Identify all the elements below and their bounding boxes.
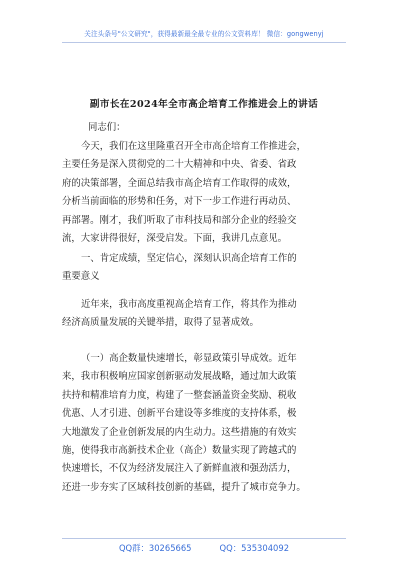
text-line: 大地激发了企业创新发展的内生动力。这些措施的有效实: [62, 426, 297, 438]
section-heading-1: [62, 250, 362, 287]
salutation: 同志们：: [88, 122, 126, 133]
footer-divider: [62, 538, 346, 539]
text-line: 还进一步夯实了区域科技创新的基础，提升了城市竞争力。: [62, 481, 306, 493]
paragraph-overview: [62, 296, 362, 333]
text-line: 分析当前面临的形势和任务，对下一步工作进行再动员、: [62, 196, 297, 208]
text-line: 府的决策部署，全面总结我市高企培育工作取得的成效，: [62, 177, 297, 189]
text-line: 施，使得我市高新技术企业（高企）数量实现了跨越式的: [62, 444, 297, 456]
promo-banner: 关注头条号"公文研究"，获得最新最全最专业的公文资料库！ 微信：gongwenyj: [84, 30, 324, 38]
text-line: 流，大家讲得很好，深受启发。下面，我讲几点意见。: [62, 232, 288, 244]
text-line: 主要任务是深入贯彻党的二十大精神和中央、省委、省政: [62, 159, 297, 171]
paragraph-intro: [62, 138, 362, 248]
document-title: 副市长在2024年全市高企培育工作推进会上的讲话: [89, 99, 319, 110]
header-divider: [62, 42, 346, 43]
text-line: 扶持和精准培育力度，构建了一整套涵盖资金奖励、税收: [62, 389, 297, 401]
text-line: 来，我市积极响应国家创新驱动发展战略，通过加大政策: [62, 371, 297, 383]
text-line: 一、肯定成绩，坚定信心，深刻认识高企培育工作的: [81, 253, 297, 264]
text-line: 快速增长，不仅为经济发展注入了新鲜血液和强劲活力，: [62, 463, 297, 475]
contact-footer: [0, 542, 408, 554]
text-line: 经济高质量发展的关键举措，取得了显著成效。: [62, 317, 259, 329]
text-line: 今天，我们在这里隆重召开全市高企培育工作推进会，: [81, 141, 307, 152]
text-line: 重要意义: [62, 271, 100, 283]
text-line: （一）高企数量快速增长，彰显政策引导成效。近年: [81, 353, 297, 364]
text-line: 近年来，我市高度重视高企培育工作，将其作为推动: [81, 299, 297, 310]
text-line: 优惠、人才引进、创新平台建设等多维度的支持体系，极: [62, 408, 297, 420]
qq-number: QQ：535304092: [219, 543, 290, 553]
qq-group-number: QQ群：30265665: [118, 543, 192, 553]
paragraph-subsection-1: [62, 350, 362, 497]
text-line: 再部署。刚才，我们听取了市科技局和部分企业的经验交: [62, 214, 297, 226]
